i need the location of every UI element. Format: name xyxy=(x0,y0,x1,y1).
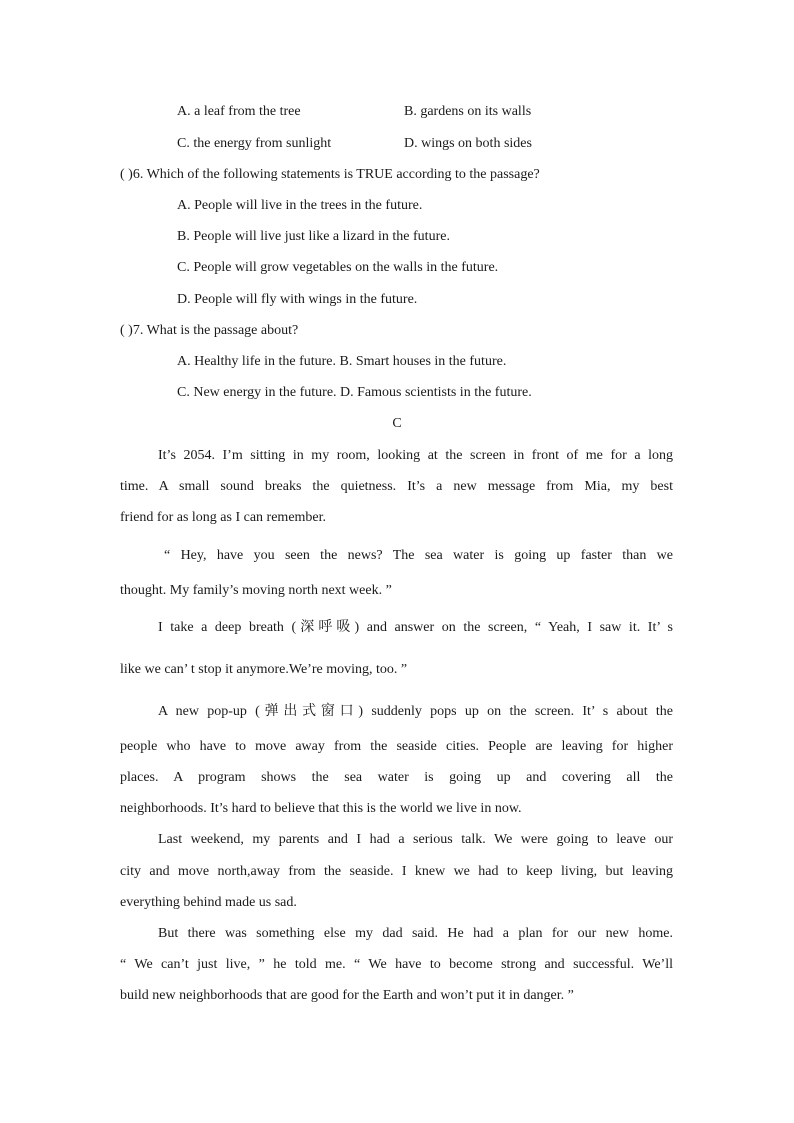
passage-line: Last weekend, my parents and I had a serious talk. We were going to leave our xyxy=(158,832,673,847)
passage-line: neighborhoods. It’s hard to believe that this is the world we live in now. xyxy=(120,801,522,816)
option-q5-a: A. a leaf from the tree xyxy=(177,104,301,119)
passage-line: people who have to move away from the seaside cities. People are leaving for higher xyxy=(120,739,673,754)
question-7-stem: ( )7. What is the passage about? xyxy=(120,323,299,338)
option-q5-c: C. the energy from sunlight xyxy=(177,136,332,151)
option-q6-d: D. People will fly with wings in the future. xyxy=(177,292,418,307)
passage-line: friend for as long as I can remember. xyxy=(120,510,327,525)
question-6-stem: ( )6. Which of the following statements is TRUE according to the passage? xyxy=(120,167,540,182)
option-q5-b: B. gardens on its walls xyxy=(404,104,532,119)
option-q6-b: B. People will live just like a lizard in the future. xyxy=(177,229,450,244)
passage-line: thought. My family’s moving north next week. ” xyxy=(120,583,392,598)
section-title: C xyxy=(392,416,402,431)
option-q7-cd: C. New energy in the future. D. Famous scientists in the future. xyxy=(177,385,532,400)
passage-line: A new pop-up (弹出式窗口) suddenly pops up on the screen. It’ s about the xyxy=(158,704,673,719)
passage-line: build new neighborhoods that are good for the Earth and won’t put it in danger. ” xyxy=(120,988,574,1003)
passage-line: I take a deep breath (深呼吸) and answer on the screen, “ Yeah, I saw it. It’ s xyxy=(158,620,673,635)
option-q7-ab: A. Healthy life in the future. B. Smart houses in the future. xyxy=(177,354,507,369)
passage-line: time. A small sound breaks the quietness. It’s a new message from Mia, my best xyxy=(120,479,673,494)
passage-line: “ We can’t just live, ” he told me. “ We have to become strong and successful. We’ll xyxy=(120,957,673,972)
passage-line: places. A program shows the sea water is going up and covering all the xyxy=(120,770,673,785)
passage-line: “ Hey, have you seen the news? The sea water is going up faster than we xyxy=(164,548,673,563)
passage-line: everything behind made us sad. xyxy=(120,895,297,910)
passage-line: like we can’ t stop it anymore.We’re moving, too. ” xyxy=(120,662,408,677)
passage-line: But there was something else my dad said. He had a plan for our new home. xyxy=(158,926,673,941)
option-q6-a: A. People will live in the trees in the future. xyxy=(177,198,423,213)
option-q6-c: C. People will grow vegetables on the walls in the future. xyxy=(177,260,499,275)
option-q5-d: D. wings on both sides xyxy=(404,136,532,151)
passage-line: city and move north,away from the seaside. I knew we had to keep living, but leaving xyxy=(120,864,673,879)
passage-line: It’s 2054. I’m sitting in my room, looking at the screen in front of me for a long xyxy=(158,448,673,463)
